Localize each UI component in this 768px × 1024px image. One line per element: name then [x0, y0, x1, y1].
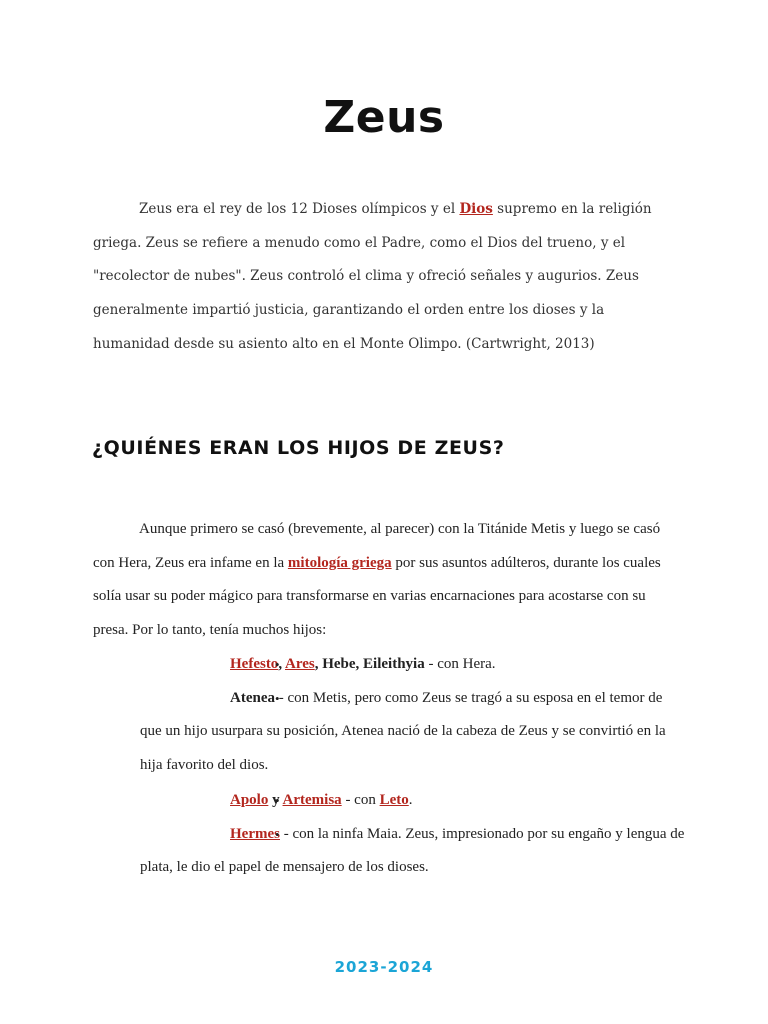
link-hefesto[interactable]: Hefesto — [230, 656, 279, 672]
children-text-2: por sus asuntos adúlteros, durante los cuales solía usar su poder mágico para transformarse en varias encarnaciones para acostarse con su presa. Por lo tanto, tenía muchos hijos: — [93, 554, 661, 639]
list-tail-hera: - con Hera. — [424, 656, 496, 672]
page-title: Zeus — [323, 92, 445, 143]
link-ares[interactable]: Ares — [285, 656, 315, 672]
link-dios[interactable]: Dios — [459, 201, 493, 217]
list-names-bold: , Hebe, Eileithyia — [314, 656, 425, 672]
children-paragraph — [93, 513, 683, 648]
list-item-metis — [140, 682, 685, 783]
list-comma: , — [278, 656, 285, 672]
link-apolo[interactable]: Apolo — [230, 791, 269, 808]
footer-year: 2023-2024 — [334, 958, 434, 976]
list-end: . — [408, 791, 413, 808]
section-heading: ¿QUIÉNES ERAN LOS HIJOS DE ZEUS? — [92, 437, 505, 459]
intro-paragraph — [93, 193, 683, 362]
children-list — [140, 648, 685, 885]
list-item-leto — [140, 784, 685, 818]
link-mitologia-griega[interactable]: mitología griega — [287, 554, 392, 571]
list-and: y — [268, 791, 283, 808]
list-item-maia — [140, 818, 685, 885]
list-tail-maia: - con la ninfa Maia. Zeus, impresionado por su engaño y lengua de plata, le dio el papel de mensajero de los dioses. — [140, 825, 685, 876]
intro-text-1: Zeus era el rey de los 12 Dioses olímpicos y el — [139, 201, 460, 217]
intro-text-2: supremo en la religión griega. Zeus se refiere a menudo como el Padre, como el Dios del trueno, y el "recolector de nubes". Zeus controló el clima y ofreció señales y augurios. Zeus generalmente impartió justicia, garantizando el orden entre los dioses y la humanidad desde su asiento alto en el Monte Olimpo. (Cartwright, 2013) — [93, 201, 652, 352]
list-tail-metis: - con Metis, pero como Zeus se tragó a su esposa en el temor de que un hijo usurpara su posición, Atenea nació de la cabeza de Zeus y se convirtió en la hija favorito del dios. — [140, 689, 666, 774]
children-text-1: Aunque primero se casó (brevemente, al parecer) con la Titánide Metis y luego se casó con Hera, Zeus era infame en la — [93, 521, 661, 571]
link-hermes[interactable]: Hermes — [230, 825, 280, 842]
list-item-hera — [140, 648, 685, 682]
list-name-atenea: Atenea — [230, 689, 275, 706]
list-mid-leto: - con — [341, 791, 380, 808]
link-artemisa[interactable]: Artemisa — [282, 791, 342, 808]
link-leto[interactable]: Leto — [379, 791, 409, 808]
